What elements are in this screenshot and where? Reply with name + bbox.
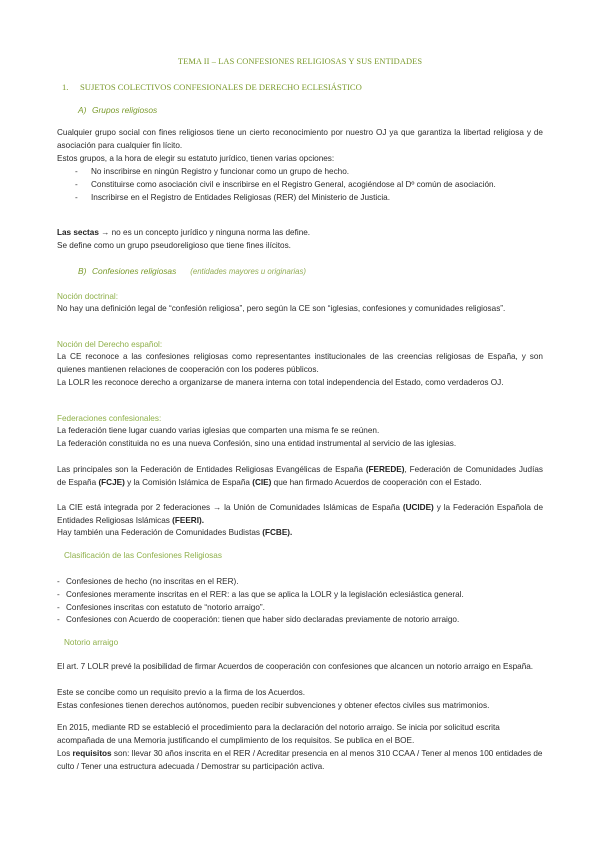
- section-1-heading: [62, 81, 362, 94]
- notorio-p1: El art. 7 LOLR prevé la posibilidad de firmar Acuerdos de cooperación con confesiones que alcancen un notorio arraigo en España.: [57, 662, 534, 671]
- list-item: - Confesiones con Acuerdo de cooperación: tienen que haber sido declaradas previamente de notorio arraigo.: [57, 615, 460, 625]
- notorio-requisitos: Los requisitos son: llevar 30 años inscrita en el RER / Acreditar presencia en al menos 310 CCAA / Tener al menos 100 entidades de culto / Tener una estructura adecuada / Demostrar su participación activa.: [57, 749, 543, 771]
- list-item: - No inscribirse en ningún Registro y funcionar como un grupo de hecho.: [75, 167, 350, 176]
- sectas-term: Las sectas: [57, 228, 99, 237]
- list-item: - Confesiones de hecho (no inscritas en el RER).: [57, 577, 239, 586]
- list-item: - Confesiones inscritas con estatuto de “notorio arraigo”.: [57, 602, 265, 612]
- subsection-letter: B): [78, 266, 87, 276]
- list-item: - Inscribirse en el Registro de Entidades Religiosas (RER) del Ministerio de Justicia.: [75, 192, 390, 202]
- federaciones-heading: Federaciones confesionales:: [57, 414, 162, 423]
- subsection-note: (entidades mayores u originarias): [190, 267, 306, 276]
- sectas-definition: Se define como un grupo pseudoreligioso que tiene fines ilícitos.: [57, 241, 291, 250]
- list-item: - Constituirse como asociación civil e inscribirse en el Registro General, acogiéndose al Dº común de asociación.: [75, 179, 496, 189]
- federaciones-p5: Hay también una Federación de Comunidades Budistas (FCBE).: [57, 528, 293, 537]
- subsection-letter: A): [78, 105, 87, 115]
- sectas-paragraph: Las sectas → no es un concepto jurídico y ninguna norma las define.: [57, 228, 311, 237]
- nocion-derecho-p2: La LOLR les reconoce derecho a organizarse de manera interna con total independencia del Estado, como verdaderos OJ.: [57, 378, 504, 387]
- subsection-label: Confesiones religiosas: [92, 266, 177, 276]
- subsection-a-heading: [78, 104, 157, 117]
- federaciones-p2: La federación constituida no es una nueva Confesión, sino una entidad instrumental al servicio de las iglesias.: [57, 439, 457, 448]
- options-list: [75, 166, 543, 204]
- nocion-doctrinal-text: No hay una definición legal de “confesión religiosa”, pero según la CE son “iglesias, confesiones y comunidades religiosas”.: [57, 304, 506, 313]
- nocion-doctrinal-heading: Noción doctrinal:: [57, 292, 118, 301]
- grupos-paragraph-2: Estos grupos, a la hora de elegir su estatuto jurídico, tienen varias opciones:: [57, 154, 335, 163]
- notorio-p3: Estas confesiones tienen derechos autónomos, pueden recibir subvenciones y obtener efectos civiles sus matrimonios.: [57, 701, 490, 710]
- notorio-heading: Notorio arraigo: [64, 638, 119, 647]
- section-number: 1.: [62, 82, 69, 92]
- nocion-derecho-p1: La CE reconoce a las confesiones religiosas como representantes institucionales de las creencias religiosas de España, y son quienes mantienen relaciones de cooperación con los poderes públicos.: [57, 352, 543, 374]
- nocion-derecho-heading: Noción del Derecho español:: [57, 340, 163, 349]
- federaciones-p4: La CIE está integrada por 2 federaciones → la Unión de Comunidades Islámicas de España (UCIDE) y la Federación Española de Entidades Religiosas Islámicas (FEERI).: [57, 503, 543, 525]
- subsection-label: Grupos religiosos: [92, 105, 158, 115]
- document-title: TEMA II – LAS CONFESIONES RELIGIOSAS Y SUS ENTIDADES: [177, 57, 423, 66]
- federaciones-p1: La federación tiene lugar cuando varias iglesias que comparten una misma fe se reúnen.: [57, 426, 380, 435]
- subsection-b-heading: [78, 265, 306, 279]
- clasificacion-list: [57, 576, 543, 627]
- notorio-p2: Este se concibe como un requisito previo a la firma de los Acuerdos.: [57, 688, 306, 697]
- section-label: SUJETOS COLECTIVOS CONFESIONALES DE DERECHO ECLESIÁSTICO: [80, 82, 362, 92]
- grupos-paragraph-1: Cualquier grupo social con fines religiosos tiene un cierto reconocimiento por nuestro OJ ya que garantiza la libertad religiosa y de asociación para cualquier fin lícito.: [57, 128, 543, 150]
- clasificacion-heading: Clasificación de las Confesiones Religiosas: [64, 551, 222, 560]
- list-item: - Confesiones meramente inscritas en el RER: a las que se aplica la LOLR y la legislación eclesiástica general.: [57, 589, 464, 599]
- requisitos-term: requisitos: [72, 749, 112, 758]
- notorio-p4: En 2015, mediante RD se estableció el procedimiento para la declaración del notorio arraigo. Se inicia por solicitud escrita acompañada de una Memoria justificando el cumplimiento de los requisitos. Se publica en el BOE.: [57, 723, 500, 745]
- federaciones-p3: Las principales son la Federación de Entidades Religiosas Evangélicas de España (FEREDE), Federación de Comunidades Judías de España (FCJE) y la Comisión Islámica de España (CIE) que han firmado Acuerdos de cooperación con el Estado.: [57, 465, 543, 487]
